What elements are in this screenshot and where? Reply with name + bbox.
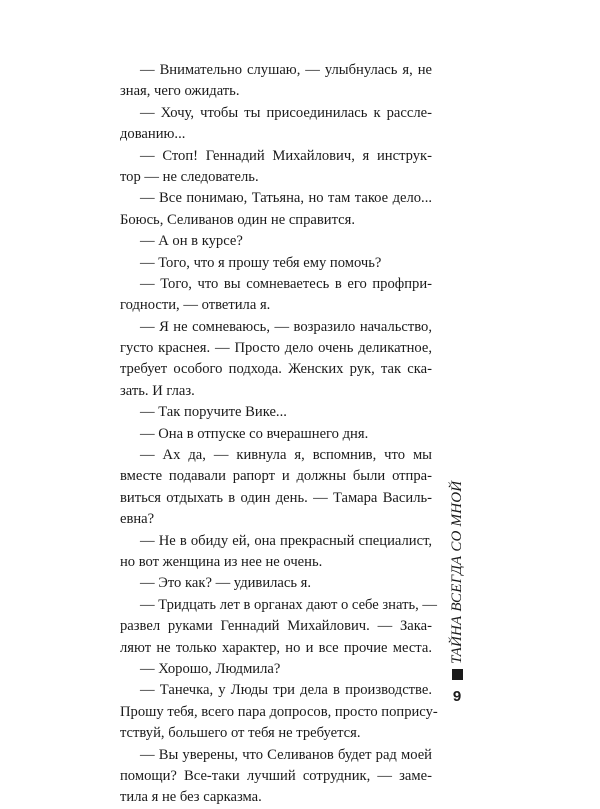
text-line: тор — не следователь. <box>120 168 259 185</box>
text-line: — Это как? — удивилась я. <box>140 575 312 592</box>
running-title-sidebar <box>446 474 468 680</box>
text-line: — Так поручите Вике... <box>140 404 287 421</box>
text-line: зать. И глаз. <box>120 382 195 399</box>
text-line: — Я не сомневаюсь, — возразило начальство, <box>140 318 432 335</box>
text-line: — Танечка, у Люды три дела в производстве. <box>140 682 432 699</box>
text-line: Боюсь, Селиванов один не справится. <box>120 211 355 228</box>
text-line: тствуй, большего от тебя не требуется. <box>120 725 361 742</box>
text-line: ляют не только характер, но и все прочие места. <box>120 639 432 656</box>
text-line: — Хорошо, Людмила? <box>140 660 281 677</box>
text-line: густо краснея. — Просто дело очень деликатное, <box>120 340 432 357</box>
text-line: — Ах да, — кивнула я, вспомнив, что мы <box>140 447 432 464</box>
text-line: — Не в обиду ей, она прекрасный специалист, <box>140 532 432 549</box>
text-line: — Она в отпуске со вчерашнего дня. <box>140 425 369 442</box>
text-line: евна? <box>120 511 155 528</box>
text-line: вместе подавали рапорт и должны были отпра- <box>120 468 432 485</box>
text-line: — Внимательно слушаю, — улыбнулась я, не <box>140 62 432 78</box>
text-line: — Стоп! Геннадий Михайлович, я инструк- <box>140 147 432 164</box>
text-line: развел руками Геннадий Михайлович. — Зака- <box>120 618 432 635</box>
text-line: годности, — ответила я. <box>120 297 271 314</box>
text-line: но вот женщина из нее не очень. <box>120 553 323 570</box>
text-line: Прошу тебя, всего пара допросов, просто попрису- <box>120 703 438 720</box>
text-line: — А он в курсе? <box>140 233 243 250</box>
text-line: — Все понимаю, Татьяна, но там такое дело... <box>140 190 432 207</box>
text-line: требует особого подхода. Женских рук, так ска- <box>120 361 432 378</box>
text-line: — Того, что вы сомневаетесь в его профпри- <box>140 275 432 292</box>
text-line: — Вы уверены, что Селиванов будет рад моей <box>140 746 432 763</box>
text-line: тила я не без сарказма. <box>120 789 262 806</box>
text-line: помощи? Все-таки лучший сотрудник, — заме- <box>120 767 432 784</box>
text-line: виться отдыхать в один день. — Тамара Василь- <box>120 489 432 506</box>
square-marker-icon <box>452 669 463 680</box>
running-title: ТАЙНА ВСЕГДА СО МНОЙ <box>448 480 465 664</box>
body-text <box>120 60 438 809</box>
text-line: — Тридцать лет в органах дают о себе знать, — <box>140 596 438 613</box>
page-number: 9 <box>452 688 462 705</box>
text-line: дованию... <box>120 126 186 143</box>
text-line: — Хочу, чтобы ты присоединилась к рассле- <box>140 104 432 121</box>
text-line: — Того, что я прошу тебя ему помочь? <box>140 254 382 271</box>
text-line: зная, чего ожидать. <box>120 83 240 100</box>
